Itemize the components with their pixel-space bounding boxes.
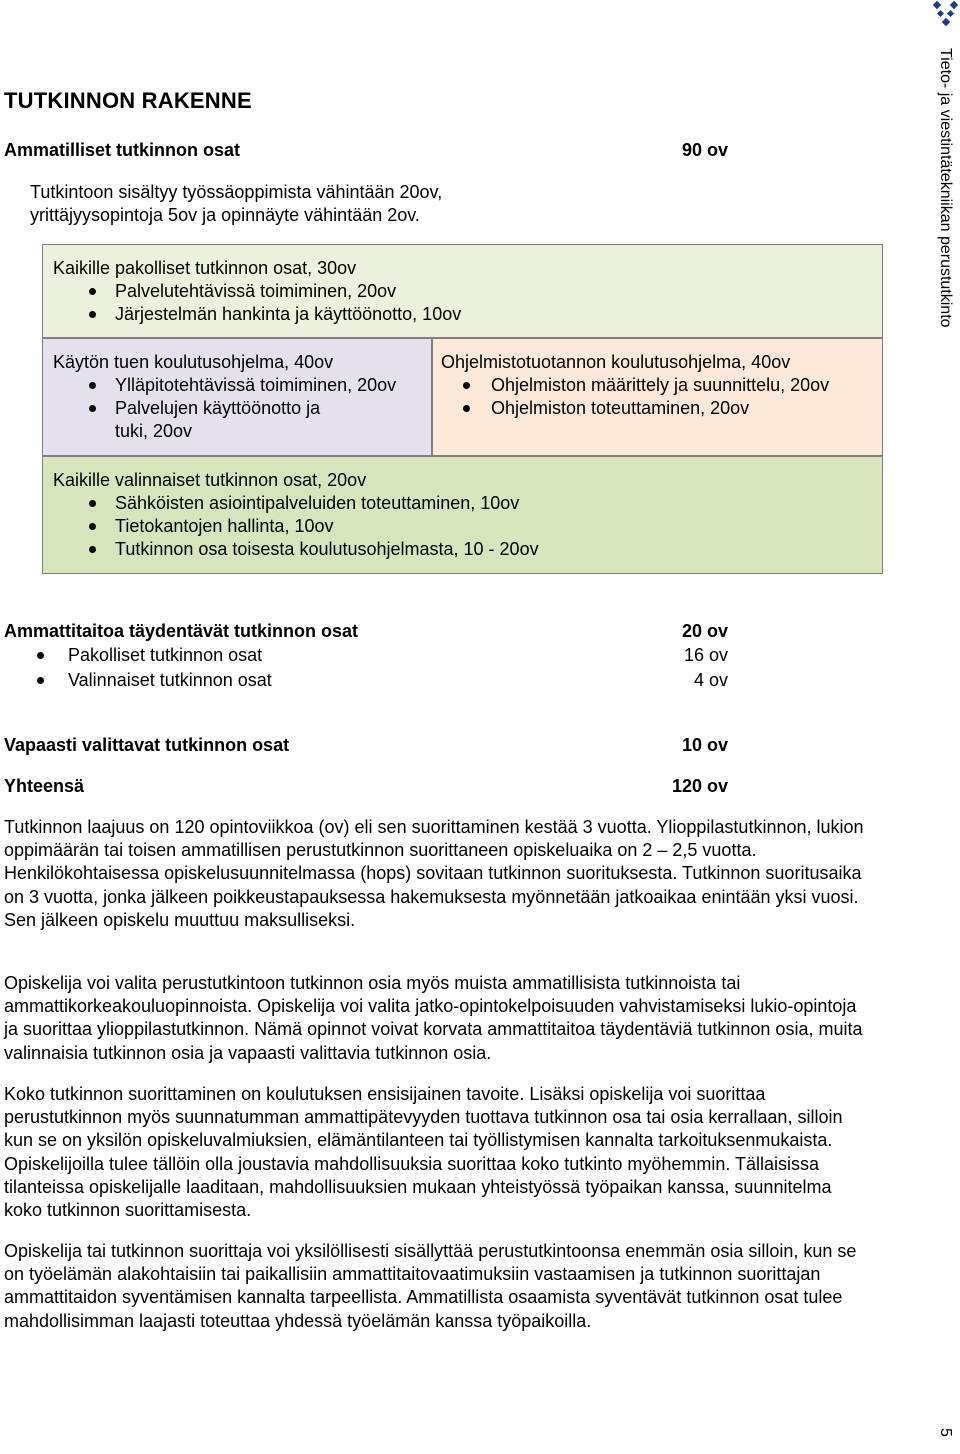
professional-label: Ammatilliset tutkinnon osat [4,140,241,160]
supplementary-value: 20 ov [681,621,728,641]
paragraph: Opiskelija voi valita perustutkintoon tutkinnon osia myös muista ammatillisista tutkinnoista tai ammattikorkeakouluopinnoista. Opiskelija voi valita jatko-opintokelpoisuuden vahvistamiseksi lukio-opintoja ja suorittaa ylioppilastutkinnon. Nämä opinnot voivat korvata ammattitaitoa täydentäviä tutkinnon osia, muita valinnaisia tutkinnon osia ja vapaasti valittavia tutkinnon osia. [4,973,863,1063]
list-item: Ohjelmiston määrittely ja suunnittelu, 20ov [441,374,874,397]
list-item: Ohjelmiston toteuttaminen, 20ov [441,397,874,420]
list-item [4,668,728,693]
supplementary-row [4,620,728,642]
software-program-heading: Ohjelmistotuotannon koulutusohjelma, 40ov [441,352,791,372]
organization-logo [932,0,960,30]
support-program-box [42,338,432,456]
professional-row [4,139,728,161]
supplementary-label: Ammattitaitoa täydentävät tutkinnon osat [4,621,359,641]
list-item: Palvelujen käyttöönotto ja tuki, 20ov [53,397,345,443]
paragraph: Tutkinnon laajuus on 120 opintoviikkoa (ov) eli sen suorittaminen kestää 3 vuotta. Ylioppilastutkinnon, lukion oppimäärän tai toisen ammatillisen perustutkinnon suorittaneen opiskeluaika on 2 – 2,5 vuotta. Henkilökohtaisessa opiskelusuunnitelmassa (hops) sovitaan tutkinnon suorituksesta. Tutkinnon suoritusaika on 3 vuotta, jonka jälkeen poikkeustapauksessa hakemuksesta myönnetään jatkoaikaa enintään yksi vuosi. Sen jälkeen opiskelu muuttuu maksulliseksi. [4,817,864,930]
free-choice-label: Vapaasti valittavat tutkinnon osat [4,735,290,755]
supplementary-list [4,643,728,693]
total-label: Yhteensä [4,776,85,796]
list-item: Tietokantojen hallinta, 10ov [53,515,874,538]
item-value: 16 ov [683,645,728,665]
professional-note: Tutkintoon sisältyy työssäoppimista vähintään 20ov, yrittäjyysopintoja 5ov ja opinnäyte vähintään 2ov. [30,182,443,225]
free-choice-row [4,734,728,756]
total-row [4,775,728,797]
item-label: Pakolliset tutkinnon osat [68,645,263,665]
software-program-box [432,338,883,456]
item-label: Valinnaiset tutkinnon osat [68,670,272,690]
page-number: 5 [937,1428,954,1437]
paragraph: Opiskelija tai tutkinnon suorittaja voi yksilöllisesti sisällyttää perustutkintoonsa enemmän osia silloin, kun se on työelämän alakohtaisiin tai paikallisiin ammattitaitovaatimuksiin vastaamisen ja tutkinnon suorittajan ammattitaidon syventämisen kannalta tarpeellista. Ammatillista osaamista syventävät tutkinnon osat tulee mahdollisimman laajasti toteuttaa yhdessä työelämän kanssa työpaikoilla. [4,1241,857,1331]
optional-units-heading: Kaikille valinnaiset tutkinnon osat, 20ov [53,470,367,490]
list-item [4,643,728,668]
page-title: TUTKINNON RAKENNE [4,88,252,113]
paragraph: Koko tutkinnon suorittaminen on koulutuksen ensisijainen tavoite. Lisäksi opiskelija voi suorittaa perustutkinnon myös suunnatumman ammattipätevyyden tuottava tutkinnon osa tai osia kerrallaan, silloin kun se on yksilön opiskeluvalmiuksien, elämäntilanteen tai työllistymisen kannalta tarkoituksenmukaista. Opiskelijoilla tulee tällöin olla joustavia mahdollisuuksia suorittaa koko tutkinto myöhemmin. Tällaisissa tilanteissa opiskelijalle laaditaan, mahdollisuuksien mukaan yhteistyössä työpaikan kanssa, suunnitelma koko tutkinnon suorittamisesta. [4,1084,843,1221]
list-item: Sähköisten asiointipalveluiden toteuttaminen, 10ov [53,492,874,515]
item-value: 4 ov [693,670,728,690]
professional-value: 90 ov [681,140,728,160]
required-units-box [42,244,883,338]
list-item: Ylläpitotehtävissä toimiminen, 20ov [53,374,423,397]
list-item: Palvelutehtävissä toimiminen, 20ov [53,280,874,303]
list-item: Tutkinnon osa toisesta koulutusohjelmasta, 10 - 20ov [53,538,874,561]
free-choice-value: 10 ov [681,735,728,755]
sidebar-vertical-title: Tieto- ja viestintätekniikan perustutkinto [937,48,954,328]
required-units-heading: Kaikille pakolliset tutkinnon osat, 30ov [53,258,357,278]
total-value: 120 ov [671,776,728,796]
support-program-heading: Käytön tuen koulutusohjelma, 40ov [53,352,334,372]
list-item: Järjestelmän hankinta ja käyttöönotto, 10ov [53,303,874,326]
optional-units-box [42,456,883,574]
